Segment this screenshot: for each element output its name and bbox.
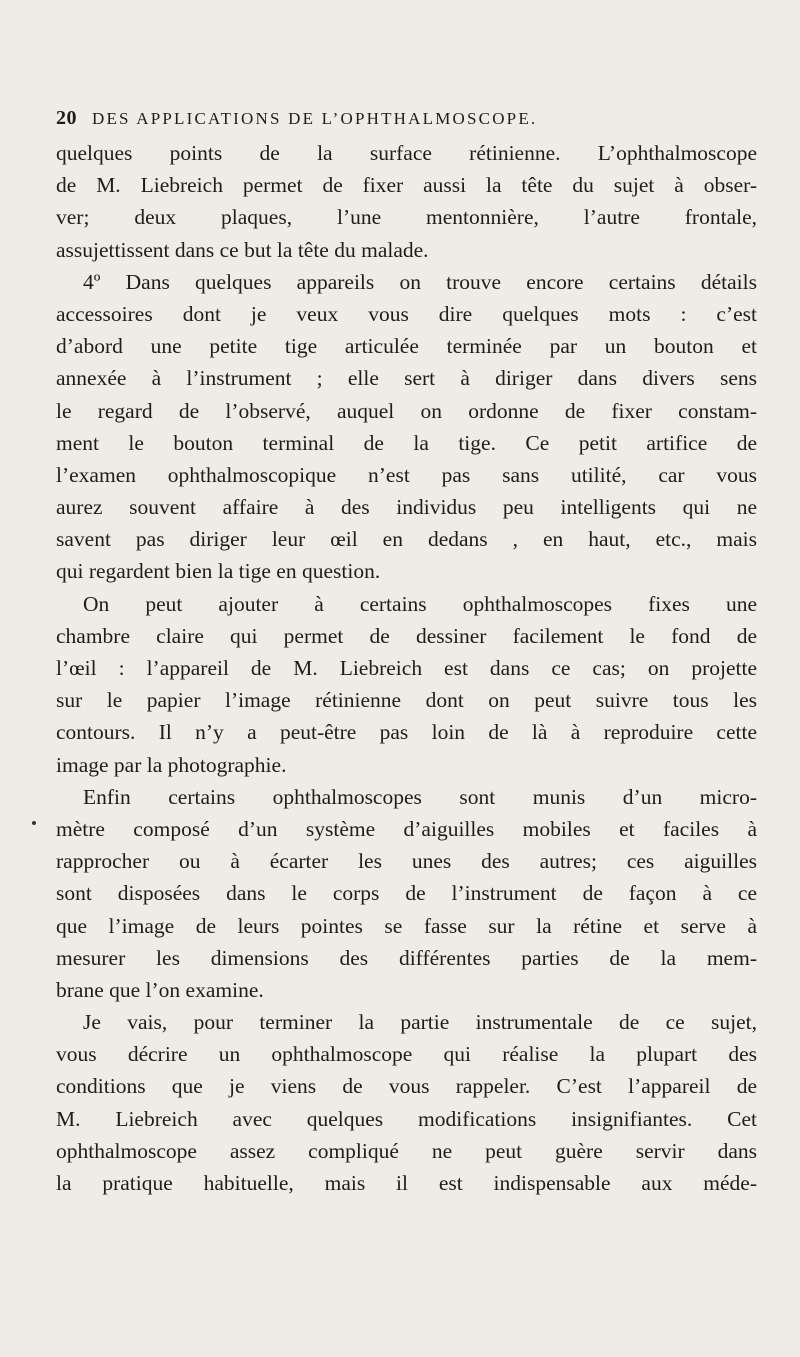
text-line: sont disposées dans le corps de l’instrument de façon à ce [56,881,757,906]
text-line: M. Liebreich avec quelques modifications insignifiantes. Cet [56,1106,757,1131]
text-line: annexée à l’instrument ; elle sert à diriger dans divers sens [56,366,757,391]
text-line: de M. Liebreich permet de fixer aussi la tête du sujet à obser- [56,173,757,198]
page-number: 20 [56,107,77,129]
text-line: rapprocher ou à écarter les unes des autres; ces aiguilles [56,849,757,874]
text-line: ver; deux plaques, l’une mentonnière, l’autre frontale, [56,205,757,230]
text-line: chambre claire qui permet de dessiner facilement le fond de [56,623,757,648]
text-line: vous décrire un ophthalmoscope qui réalise la plupart des [56,1042,757,1067]
running-title: DES APPLICATIONS DE L’OPHTHALMOSCOPE. [92,109,538,128]
text-line: quelques points de la surface rétinienne. L’ophthalmoscope [56,141,757,165]
ink-speck [32,821,36,825]
text-line: conditions que je viens de vous rappeler. C’est l’appareil de [56,1074,757,1099]
text-line: d’abord une petite tige articulée terminée par un bouton et [56,334,757,359]
text-line: le regard de l’observé, auquel on ordonne de fixer constam- [56,398,757,423]
text-line: aurez souvent affaire à des individus peu intelligents qui ne [56,495,757,520]
text-line: ophthalmoscope assez compliqué ne peut guère servir dans [56,1138,757,1163]
text-line: ment le bouton terminal de la tige. Ce petit artifice de [56,430,757,455]
text-line: 4º Dans quelques appareils on trouve encore certains détails [83,269,757,294]
text-line: contours. Il n’y a peut-être pas loin de là à reproduire cette [56,720,757,745]
text-line: Je vais, pour terminer la partie instrumentale de ce sujet, [83,1010,757,1035]
text-line: accessoires dont je veux vous dire quelques mots : c’est [56,301,757,326]
text-line: sur le papier l’image rétinienne dont on peut suivre tous les [56,688,757,713]
text-line: l’œil : l’appareil de M. Liebreich est dans ce cas; on projette [56,656,757,680]
text-line: la pratique habituelle, mais il est indispensable aux méde- [56,1171,757,1195]
body-text [56,137,757,1199]
text-line: brane que l’on examine. [56,977,264,1002]
text-line: savent pas diriger leur œil en dedans , en haut, etc., mais [56,527,757,552]
text-line: que l’image de leurs pointes se fasse sur la rétine et serve à [56,913,757,938]
text-line: image par la photographie. [56,752,287,777]
text-line: On peut ajouter à certains ophthalmoscopes fixes une [83,591,757,616]
text-line: qui regardent bien la tige en question. [56,559,381,584]
running-header [56,107,756,137]
text-line: assujettissent dans ce but la tête du malade. [56,237,429,262]
text-line: mètre composé d’un système d’aiguilles mobiles et faciles à [56,816,757,841]
text-line: mesurer les dimensions des différentes parties de la mem- [56,945,757,970]
text-line: Enfin certains ophthalmoscopes sont munis d’un micro- [83,784,757,809]
text-line: l’examen ophthalmoscopique n’est pas sans utilité, car vous [56,462,757,487]
